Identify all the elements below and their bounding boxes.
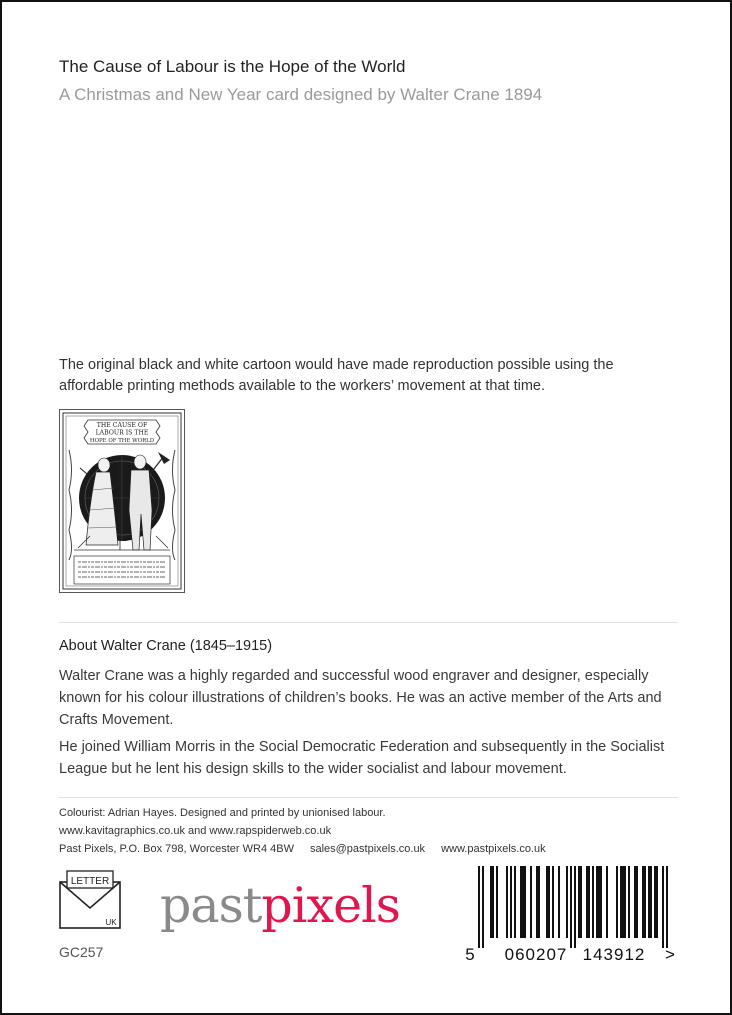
- barcode-bar: [600, 866, 602, 938]
- barcode-bar: [654, 866, 656, 938]
- barcode-bar: [546, 866, 548, 938]
- barcode-bar: [566, 866, 568, 938]
- barcode-bar: [478, 866, 480, 948]
- contact-line: [59, 843, 546, 855]
- barcode-bar: [628, 866, 630, 938]
- barcode-bar: [588, 866, 590, 938]
- barcode-bar: [558, 866, 560, 938]
- barcode-bar: [578, 866, 580, 938]
- email-address: sales@pastpixels.co.uk: [309, 843, 426, 855]
- credits-line-1: Colourist: Adrian Hayes. Designed and printed by unionised labour.: [59, 807, 386, 819]
- barcode-bar: [482, 866, 484, 948]
- banner-text-line3: HOPE OF THE WORLD: [89, 438, 155, 444]
- barcode-bar: [666, 866, 668, 948]
- barcode-bar: [522, 866, 524, 938]
- logo-past: past: [160, 877, 262, 934]
- barcode-bar: [634, 866, 636, 938]
- barcode-bar: [650, 866, 652, 938]
- banner-text-line2: LABOUR IS THE: [95, 429, 149, 437]
- barcode-bar: [586, 866, 588, 938]
- product-code: GC257: [59, 944, 104, 960]
- letter-postage-icon: [59, 868, 121, 930]
- barcode-bar: [592, 866, 594, 938]
- barcode: [464, 864, 680, 962]
- divider: [59, 622, 678, 623]
- barcode-bar: [642, 866, 644, 938]
- barcode-bar: [574, 866, 576, 948]
- barcode-bar: [548, 866, 550, 938]
- barcode-bar: [496, 866, 498, 938]
- barcode-bar: [644, 866, 646, 938]
- barcode-right-group: 143912: [582, 945, 646, 962]
- barcode-bar: [536, 866, 538, 938]
- barcode-bar: [662, 866, 664, 948]
- barcode-bar: [598, 866, 600, 938]
- barcode-bar: [490, 866, 492, 938]
- barcode-bar: [538, 866, 540, 938]
- card-subtitle: A Christmas and New Year card designed by Walter Crane 1894: [59, 85, 543, 104]
- barcode-bar: [520, 866, 522, 938]
- barcode-bar: [636, 866, 638, 938]
- uk-label: UK: [105, 918, 117, 927]
- website-address: www.pastpixels.co.uk: [441, 843, 546, 855]
- barcode-bar: [606, 866, 608, 938]
- cartoon-illustration: [60, 410, 184, 592]
- about-heading: About Walter Crane (1845–1915): [59, 638, 273, 654]
- credits-line-2: www.kavitagraphics.co.uk and www.rapspiderweb.co.uk: [59, 825, 332, 837]
- barcode-end-marker: >: [665, 945, 675, 962]
- barcode-bar: [514, 866, 516, 938]
- postal-address: Past Pixels, P.O. Box 798, Worcester WR4 4BW: [59, 843, 294, 855]
- intro-paragraph: The original black and white cartoon would have made reproduction possible using the affordable printing methods available to the workers’ movement at that time.: [59, 357, 614, 394]
- barcode-bar: [492, 866, 494, 938]
- pastpixels-logo: [160, 877, 400, 935]
- about-paragraph-1: Walter Crane was a highly regarded and successful wood engraver and designer, especially known for his colour illustrations of children’s books. He was an active member of the Arts and Crafts Movement.: [59, 668, 662, 728]
- barcode-bar: [530, 866, 532, 938]
- cartoon-thumbnail: [59, 409, 185, 593]
- barcode-bar: [624, 866, 626, 938]
- barcode-bar: [620, 866, 622, 938]
- logo-pixels: pixels: [261, 877, 400, 934]
- barcode-bar: [510, 866, 512, 938]
- banner-text-line1: THE CAUSE OF: [96, 422, 148, 429]
- barcode-bar: [648, 866, 650, 938]
- barcode-bar: [524, 866, 526, 938]
- about-paragraph-2: He joined William Morris in the Social Democratic Federation and subsequently in the Socialist League but he lent his design skills to the wider socialist and labour movement.: [59, 739, 665, 777]
- barcode-left-group: 060207: [504, 945, 568, 962]
- barcode-bar: [552, 866, 554, 938]
- letter-label: LETTER: [70, 876, 110, 887]
- barcode-bar: [580, 866, 582, 938]
- divider: [59, 797, 678, 798]
- barcode-bar: [616, 866, 618, 938]
- barcode-bar: [506, 866, 508, 938]
- barcode-bar: [596, 866, 598, 938]
- barcode-bar: [570, 866, 572, 948]
- barcode-bar: [622, 866, 624, 938]
- barcode-bar: [656, 866, 658, 938]
- card-title: The Cause of Labour is the Hope of the World: [59, 57, 406, 76]
- barcode-first-digit: 5: [465, 945, 475, 962]
